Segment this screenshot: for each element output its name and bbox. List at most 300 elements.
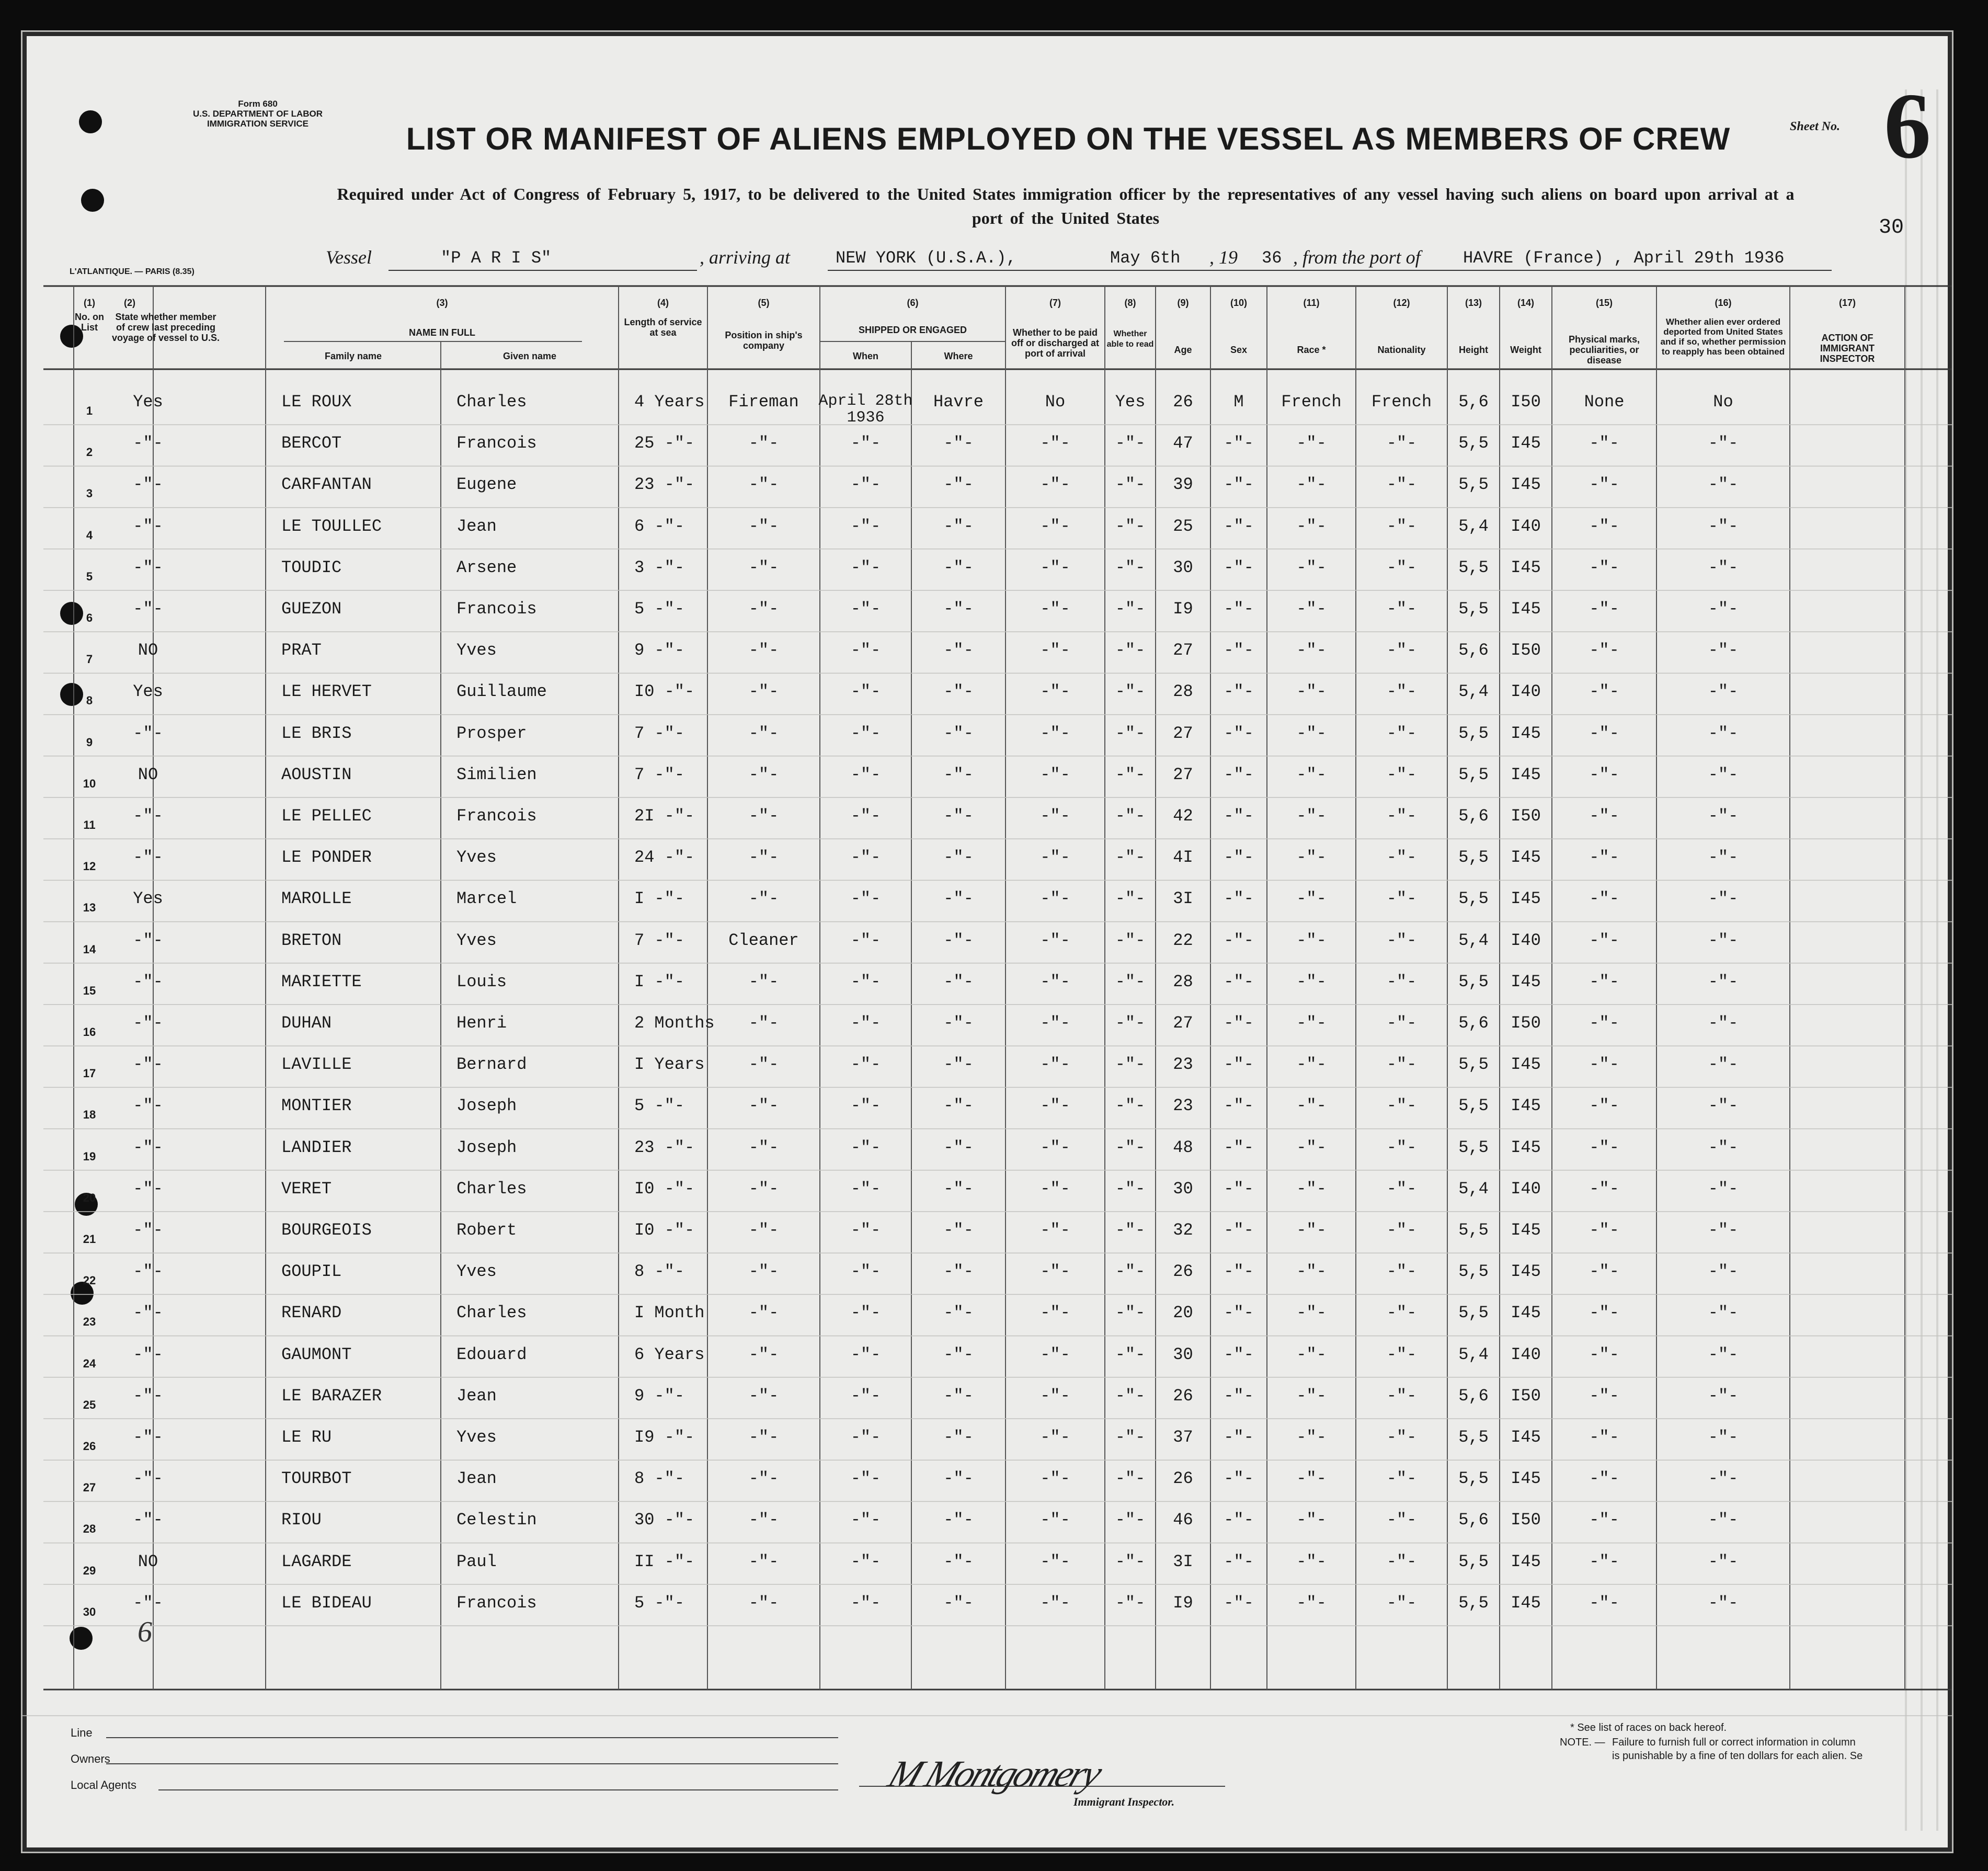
race: French [1281, 392, 1342, 412]
shipped-where: -"- [943, 1137, 974, 1157]
nationality: -"- [1386, 1013, 1417, 1033]
form-number: Form 680 U.S. DEPARTMENT OF LABOR IMMIGRATION SERVICE [192, 99, 323, 129]
deported: -"- [1708, 682, 1739, 702]
length-of-service: 2 Months [634, 1013, 715, 1033]
note-line-2: is punishable by a fine of ten dollars for each alien. Se [1612, 1750, 1863, 1762]
sex: M [1233, 392, 1244, 412]
physical-marks: -"- [1589, 765, 1619, 784]
length-of-service: 2I -"- [634, 806, 695, 826]
height: 5,5 [1458, 1303, 1489, 1323]
physical-marks: -"- [1589, 930, 1619, 950]
race: -"- [1296, 1137, 1327, 1157]
nationality: -"- [1386, 972, 1417, 991]
col-header-2: State whether member of crew last preceding voyage of vessel to U.S. [111, 312, 220, 343]
deported: -"- [1708, 1551, 1739, 1571]
paid-off: -"- [1040, 1096, 1070, 1116]
age: 27 [1173, 765, 1193, 784]
col-header-3-family: Family name [324, 351, 382, 361]
age: I9 [1173, 1593, 1193, 1613]
given-name: Henri [456, 1013, 507, 1033]
nationality: -"- [1386, 765, 1417, 784]
given-name: Yves [456, 1262, 497, 1282]
row-number: 10 [83, 777, 96, 790]
prev-voyage: -"- [133, 1469, 163, 1489]
shipped-when: -"- [850, 1179, 881, 1199]
prev-voyage: -"- [133, 557, 163, 577]
age: 4I [1173, 848, 1193, 868]
nationality: -"- [1386, 475, 1417, 495]
sex: -"- [1224, 848, 1254, 868]
height: 5,4 [1458, 1179, 1489, 1199]
deported: No [1713, 392, 1733, 412]
shipped-when: -"- [850, 682, 881, 702]
family-name: GUEZON [281, 599, 342, 619]
position: -"- [748, 516, 779, 536]
length-of-service: I -"- [634, 889, 685, 909]
able-to-read: -"- [1115, 1137, 1146, 1157]
race: -"- [1296, 1220, 1327, 1240]
inspector-label: Immigrant Inspector. [1073, 1795, 1175, 1808]
deported: -"- [1708, 806, 1739, 826]
punch-hole [70, 1627, 93, 1650]
height: 5,5 [1458, 1428, 1489, 1447]
race: -"- [1296, 599, 1327, 619]
race: -"- [1296, 806, 1327, 826]
paid-off: -"- [1040, 1593, 1070, 1613]
physical-marks: -"- [1589, 1551, 1619, 1571]
given-name: Arsene [456, 557, 517, 577]
col-header-8: Whether able to read [1106, 329, 1154, 349]
age: 23 [1173, 1096, 1193, 1116]
weight: I45 [1511, 1469, 1541, 1489]
position: -"- [748, 1303, 779, 1323]
nationality: -"- [1386, 1593, 1417, 1613]
col-header-3-given: Given name [502, 351, 557, 361]
position: -"- [748, 1220, 779, 1240]
sex: -"- [1224, 1137, 1254, 1157]
nationality: -"- [1386, 1137, 1417, 1157]
length-of-service: 8 -"- [634, 1262, 685, 1282]
age: 47 [1173, 433, 1193, 453]
arriving-label: , arriving at [700, 247, 791, 268]
prev-voyage: Yes [133, 682, 163, 702]
col-header-13: Height [1459, 345, 1488, 355]
nationality: -"- [1386, 557, 1417, 577]
weight: I45 [1511, 848, 1541, 868]
paid-off: -"- [1040, 765, 1070, 784]
height: 5,5 [1458, 1055, 1489, 1075]
deported: -"- [1708, 1055, 1739, 1075]
shipped-when: -"- [850, 475, 881, 495]
height: 5,4 [1458, 1344, 1489, 1364]
sex: -"- [1224, 1344, 1254, 1364]
family-name: BRETON [281, 930, 342, 950]
position: -"- [748, 1469, 779, 1489]
position: -"- [748, 1179, 779, 1199]
weight: I45 [1511, 889, 1541, 909]
shipped-where: Havre [933, 392, 984, 412]
paid-off: -"- [1040, 1137, 1070, 1157]
col-header-5: Position in ship's company [725, 330, 803, 351]
deported: -"- [1708, 1179, 1739, 1199]
shipped-when: -"- [850, 557, 881, 577]
shipped-where: -"- [943, 1469, 974, 1489]
position: -"- [748, 1096, 779, 1116]
shipped-when: -"- [850, 1344, 881, 1364]
physical-marks: -"- [1589, 1303, 1619, 1323]
prev-voyage: -"- [133, 1386, 163, 1406]
age: 30 [1173, 1179, 1193, 1199]
age: 37 [1173, 1428, 1193, 1447]
family-name: MARIETTE [281, 972, 362, 991]
nationality: -"- [1386, 641, 1417, 660]
races-note: * See list of races on back hereof. [1570, 1722, 1727, 1733]
family-name: LE BIDEAU [281, 1593, 372, 1613]
length-of-service: 30 -"- [634, 1510, 695, 1530]
col-no-14: (14) [1517, 298, 1534, 308]
shipped-where: -"- [943, 557, 974, 577]
vessel-label: Vessel [326, 247, 372, 268]
shipped-when: -"- [850, 1137, 881, 1157]
able-to-read: -"- [1115, 599, 1146, 619]
position: -"- [748, 1386, 779, 1406]
page-edge [1936, 89, 1938, 1831]
race: -"- [1296, 475, 1327, 495]
shipped-when: -"- [850, 1386, 881, 1406]
deported: -"- [1708, 930, 1739, 950]
weight: I40 [1511, 1179, 1541, 1199]
length-of-service: 8 -"- [634, 1469, 685, 1489]
shipped-where: -"- [943, 889, 974, 909]
col-header-15: Physical marks, peculiarities, or disease [1568, 334, 1640, 366]
paid-off: -"- [1040, 1428, 1070, 1447]
position: -"- [748, 1013, 779, 1033]
given-name: Eugene [456, 475, 517, 495]
able-to-read: -"- [1115, 682, 1146, 702]
col-no-16: (16) [1715, 298, 1732, 308]
col-no-17: (17) [1838, 298, 1856, 308]
family-name: VERET [281, 1179, 332, 1199]
col-header-6-where: Where [944, 351, 973, 361]
shipped-when: April 28th 1936 [818, 392, 913, 427]
weight: I45 [1511, 1593, 1541, 1613]
length-of-service: 6 -"- [634, 516, 685, 536]
deported: -"- [1708, 889, 1739, 909]
paid-off: -"- [1040, 1510, 1070, 1530]
age: 27 [1173, 641, 1193, 660]
position: -"- [748, 682, 779, 702]
height: 5,6 [1458, 392, 1489, 412]
age: 39 [1173, 475, 1193, 495]
age: 26 [1173, 1469, 1193, 1489]
col-header-11: Race * [1297, 345, 1326, 355]
position: -"- [748, 723, 779, 743]
given-name: Charles [456, 1179, 527, 1199]
shipped-where: -"- [943, 475, 974, 495]
sheet-label: Sheet No. [1790, 120, 1840, 133]
position: -"- [748, 475, 779, 495]
sex: -"- [1224, 1096, 1254, 1116]
given-name: Prosper [456, 723, 527, 743]
position: -"- [748, 848, 779, 868]
length-of-service: 23 -"- [634, 475, 695, 495]
race: -"- [1296, 1510, 1327, 1530]
height: 5,4 [1458, 930, 1489, 950]
shipped-where: -"- [943, 1220, 974, 1240]
deported: -"- [1708, 1469, 1739, 1489]
row-number: 20 [83, 1191, 96, 1204]
position: -"- [748, 1510, 779, 1530]
nationality: -"- [1386, 889, 1417, 909]
able-to-read: Yes [1115, 392, 1146, 412]
row-number: 9 [86, 735, 93, 749]
length-of-service: 7 -"- [634, 930, 685, 950]
deported: -"- [1708, 1593, 1739, 1613]
physical-marks: -"- [1589, 1096, 1619, 1116]
shipped-where: -"- [943, 1096, 974, 1116]
col-header-3: NAME IN FULL [409, 327, 475, 338]
sex: -"- [1224, 557, 1254, 577]
able-to-read: -"- [1115, 641, 1146, 660]
race: -"- [1296, 1469, 1327, 1489]
prev-voyage: -"- [133, 433, 163, 453]
weight: I40 [1511, 930, 1541, 950]
row-number: 28 [83, 1522, 96, 1536]
row-number: 25 [83, 1398, 96, 1411]
col-header-7: Whether to be paid off or discharged at port of arrival [1011, 327, 1100, 359]
paid-off: -"- [1040, 1179, 1070, 1199]
position: -"- [748, 1428, 779, 1447]
shipped-where: -"- [943, 806, 974, 826]
prev-voyage: Yes [133, 889, 163, 909]
shipped-when: -"- [850, 516, 881, 536]
race: -"- [1296, 1179, 1327, 1199]
age: 48 [1173, 1137, 1193, 1157]
family-name: LE TOULLEC [281, 516, 382, 536]
age: 30 [1173, 557, 1193, 577]
subtitle-line-2: port of the United States [972, 209, 1160, 227]
col-no-8: (8) [1124, 298, 1136, 308]
physical-marks: -"- [1589, 475, 1619, 495]
shipped-where: -"- [943, 1179, 974, 1199]
position: -"- [748, 641, 779, 660]
col-header-6: SHIPPED OR ENGAGED [858, 325, 967, 335]
length-of-service: 6 Years [634, 1344, 705, 1364]
prev-voyage: Yes [133, 392, 163, 412]
printer-mark: L'ATLANTIQUE. — PARIS (8.35) [70, 267, 195, 276]
col-no-5: (5) [758, 298, 770, 308]
nationality: -"- [1386, 1303, 1417, 1323]
inspector-signature: M Montgomery [883, 1753, 1106, 1795]
physical-marks: -"- [1589, 1179, 1619, 1199]
height: 5,5 [1458, 1220, 1489, 1240]
height: 5,5 [1458, 475, 1489, 495]
length-of-service: I0 -"- [634, 682, 695, 702]
shipped-where: -"- [943, 1262, 974, 1282]
height: 5,5 [1458, 1469, 1489, 1489]
row-number: 16 [83, 1025, 96, 1039]
sex: -"- [1224, 1469, 1254, 1489]
shipped-where: -"- [943, 1013, 974, 1033]
age: 26 [1173, 392, 1193, 412]
family-name: DUHAN [281, 1013, 332, 1033]
col-no-1: (1) [84, 298, 95, 308]
row-number: 29 [83, 1564, 96, 1577]
given-name: Yves [456, 641, 497, 660]
row-number: 22 [83, 1274, 96, 1287]
given-name: Jean [456, 1469, 497, 1489]
family-name: TOURBOT [281, 1469, 352, 1489]
row-number: 4 [86, 528, 93, 542]
row-number: 17 [83, 1067, 96, 1080]
paid-off: -"- [1040, 433, 1070, 453]
physical-marks: -"- [1589, 723, 1619, 743]
deported: -"- [1708, 1344, 1739, 1364]
height: 5,4 [1458, 682, 1489, 702]
given-name: Joseph [456, 1137, 517, 1157]
position: -"- [748, 806, 779, 826]
position: -"- [748, 1262, 779, 1282]
physical-marks: -"- [1589, 516, 1619, 536]
able-to-read: -"- [1115, 806, 1146, 826]
nationality: -"- [1386, 1344, 1417, 1364]
weight: I45 [1511, 1055, 1541, 1075]
weight: I50 [1511, 392, 1541, 412]
shipped-when: -"- [850, 599, 881, 619]
given-name: Charles [456, 1303, 527, 1323]
paid-off: -"- [1040, 1303, 1070, 1323]
given-name: Francois [456, 806, 537, 826]
able-to-read: -"- [1115, 723, 1146, 743]
family-name: LE HERVET [281, 682, 372, 702]
nationality: -"- [1386, 848, 1417, 868]
physical-marks: -"- [1589, 806, 1619, 826]
shipped-when: -"- [850, 806, 881, 826]
prev-voyage: -"- [133, 1593, 163, 1613]
physical-marks: -"- [1589, 1055, 1619, 1075]
length-of-service: I Month [634, 1303, 705, 1323]
col-header-10: Sex [1230, 345, 1248, 355]
sex: -"- [1224, 1220, 1254, 1240]
height: 5,5 [1458, 557, 1489, 577]
height: 5,5 [1458, 1096, 1489, 1116]
given-name: Guillaume [456, 682, 547, 702]
age: 32 [1173, 1220, 1193, 1240]
family-name: MONTIER [281, 1096, 352, 1116]
family-name: MAROLLE [281, 889, 352, 909]
given-name: Robert [456, 1220, 517, 1240]
able-to-read: -"- [1115, 1303, 1146, 1323]
departure-port: HAVRE (France) , April 29th 1936 [1463, 248, 1785, 268]
weight: I45 [1511, 433, 1541, 453]
shipped-where: -"- [943, 1344, 974, 1364]
sex: -"- [1224, 1428, 1254, 1447]
able-to-read: -"- [1115, 516, 1146, 536]
deported: -"- [1708, 475, 1739, 495]
shipped-when: -"- [850, 1510, 881, 1530]
age: 28 [1173, 682, 1193, 702]
able-to-read: -"- [1115, 557, 1146, 577]
able-to-read: -"- [1115, 889, 1146, 909]
row-number: 12 [83, 860, 96, 873]
row-number: 6 [86, 611, 93, 624]
prev-voyage: -"- [133, 1179, 163, 1199]
age: 22 [1173, 930, 1193, 950]
row-number: 14 [83, 942, 96, 956]
physical-marks: -"- [1589, 1386, 1619, 1406]
shipped-when: -"- [850, 1055, 881, 1075]
able-to-read: -"- [1115, 1551, 1146, 1571]
able-to-read: -"- [1115, 1262, 1146, 1282]
given-name: Francois [456, 1593, 537, 1613]
owners-label: Owners [71, 1752, 110, 1765]
family-name: RIOU [281, 1510, 322, 1530]
shipped-when: -"- [850, 723, 881, 743]
deported: -"- [1708, 1262, 1739, 1282]
col-no-3: (3) [436, 298, 448, 308]
age: 25 [1173, 516, 1193, 536]
paid-off: No [1045, 392, 1066, 412]
sex: -"- [1224, 889, 1254, 909]
sex: -"- [1224, 1262, 1254, 1282]
age: 20 [1173, 1303, 1193, 1323]
family-name: GOUPIL [281, 1262, 342, 1282]
shipped-when: -"- [850, 433, 881, 453]
height: 5,6 [1458, 806, 1489, 826]
sex: -"- [1224, 765, 1254, 784]
given-name: Francois [456, 599, 537, 619]
paid-off: -"- [1040, 599, 1070, 619]
able-to-read: -"- [1115, 1469, 1146, 1489]
paid-off: -"- [1040, 1220, 1070, 1240]
race: -"- [1296, 930, 1327, 950]
length-of-service: 5 -"- [634, 599, 685, 619]
deported: -"- [1708, 1220, 1739, 1240]
height: 5,6 [1458, 1013, 1489, 1033]
shipped-where: -"- [943, 1428, 974, 1447]
weight: I45 [1511, 723, 1541, 743]
punch-hole [81, 189, 104, 212]
shipped-where: -"- [943, 682, 974, 702]
deported: -"- [1708, 1510, 1739, 1530]
nationality: -"- [1386, 1055, 1417, 1075]
sex: -"- [1224, 1013, 1254, 1033]
position: -"- [748, 889, 779, 909]
row-number: 5 [86, 569, 93, 583]
height: 5,5 [1458, 889, 1489, 909]
prev-voyage: -"- [133, 1510, 163, 1530]
nationality: -"- [1386, 806, 1417, 826]
family-name: LE PONDER [281, 848, 372, 868]
weight: I45 [1511, 1262, 1541, 1282]
length-of-service: I -"- [634, 972, 685, 991]
sex: -"- [1224, 972, 1254, 991]
physical-marks: -"- [1589, 1262, 1619, 1282]
prev-voyage: NO [138, 641, 158, 660]
sex: -"- [1224, 516, 1254, 536]
note-line-1: Failure to furnish full or correct information in column [1612, 1737, 1856, 1748]
race: -"- [1296, 1428, 1327, 1447]
race: -"- [1296, 1551, 1327, 1571]
paid-off: -"- [1040, 1386, 1070, 1406]
col-no-12: (12) [1393, 298, 1410, 308]
given-name: Louis [456, 972, 507, 991]
nationality: -"- [1386, 723, 1417, 743]
col-no-10: (10) [1230, 298, 1247, 308]
paid-off: -"- [1040, 1344, 1070, 1364]
row-number: 2 [86, 446, 93, 459]
able-to-read: -"- [1115, 1428, 1146, 1447]
